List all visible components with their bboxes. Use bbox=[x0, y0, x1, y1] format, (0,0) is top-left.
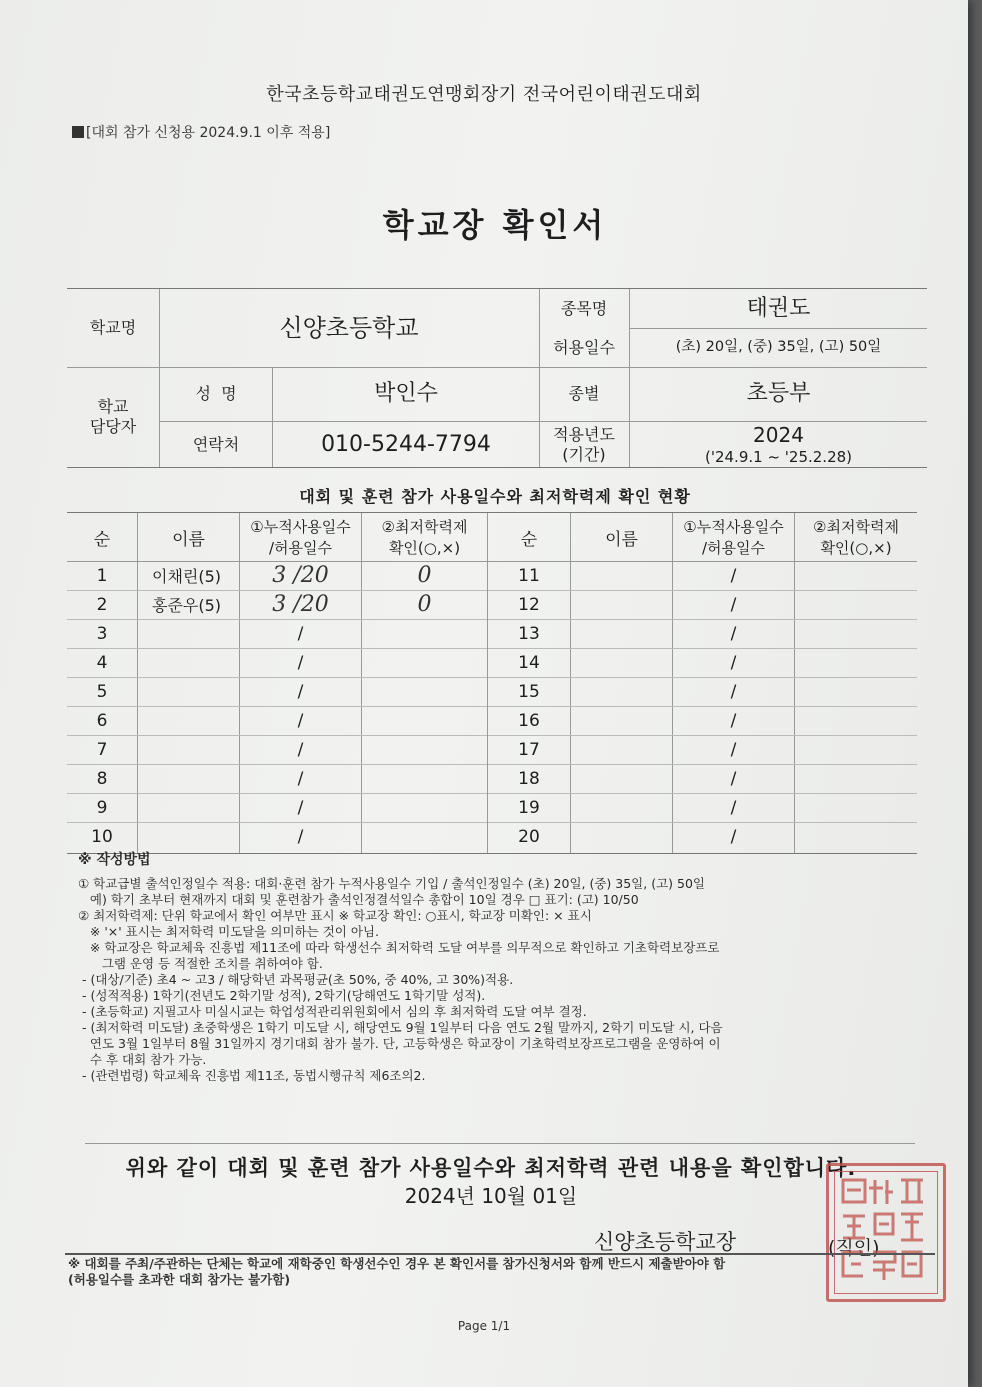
cell-no: 5 bbox=[96, 681, 108, 702]
cell-name bbox=[571, 706, 672, 735]
cell-days: 3 /20 bbox=[272, 592, 329, 617]
allowed-days-label: 허용일수 bbox=[553, 337, 615, 357]
method-line: ※ 학교장은 학교체육 진흥법 제11조에 따라 학생선수 최저학력 도달 여부를 의무적으로 확인하고 기초학력보장프로 bbox=[78, 940, 720, 955]
name-value: 박인수 bbox=[374, 381, 438, 407]
col-no-header-right: 순 bbox=[520, 529, 538, 550]
cell-no: 13 bbox=[518, 623, 540, 644]
cell-min bbox=[362, 677, 487, 706]
col-days-header-right: ①누적사용일수 /허용일수 bbox=[683, 518, 784, 557]
school-value: 신양초등학교 bbox=[279, 314, 419, 342]
cell-no: 14 bbox=[518, 652, 540, 673]
method-line: ※ '×' 표시는 최저학력 미도달을 의미하는 것이 아님. bbox=[78, 924, 379, 939]
method-line: 수 후 대회 참가 가능. bbox=[78, 1052, 207, 1067]
name-label: 성 명 bbox=[195, 384, 237, 403]
school-label: 학교명 bbox=[89, 318, 137, 337]
cell-name bbox=[138, 793, 239, 822]
cell-days: / bbox=[730, 797, 737, 818]
cell-name bbox=[138, 706, 239, 735]
cell-days: / bbox=[297, 797, 304, 818]
method-heading: ※ 작성방법 bbox=[78, 852, 151, 868]
col-name-header-right: 이름 bbox=[605, 529, 638, 550]
cell-days: / bbox=[730, 739, 737, 760]
confirmation-text: 위와 같이 대회 및 훈련 참가 사용일수와 최저학력 관련 내용을 확인합니다. bbox=[125, 1156, 857, 1180]
cell-name bbox=[571, 822, 672, 851]
category-label: 종별 bbox=[568, 384, 600, 403]
method-line: - (대상/기준) 초4 ~ 고3 / 해당학년 과목평균(초 50%, 중 40%, 고 30%)적용. bbox=[78, 972, 514, 987]
writing-method bbox=[78, 852, 908, 1084]
status-table bbox=[67, 512, 917, 854]
cell-min bbox=[795, 822, 917, 851]
page-number: Page 1/1 bbox=[457, 1319, 511, 1333]
cell-min bbox=[795, 793, 917, 822]
cell-no: 9 bbox=[96, 797, 108, 818]
cell-no: 4 bbox=[96, 652, 108, 673]
cell-days: / bbox=[297, 768, 304, 789]
cell-no: 6 bbox=[96, 710, 108, 731]
method-line: - (최저학력 미도달) 초중학생은 1학기 미도달 시, 해당연도 9월 1일부터 다음 연도 2월 말까지, 2학기 미도달 시, 다음 bbox=[78, 1020, 723, 1035]
cell-days: / bbox=[730, 826, 737, 847]
col-min-header-right: ②최저학력제 확인(○,×) bbox=[813, 518, 899, 557]
cell-days: / bbox=[297, 826, 304, 847]
year-value: 2024 bbox=[753, 422, 804, 447]
cell-min bbox=[362, 764, 487, 793]
cell-min bbox=[795, 764, 917, 793]
cell-no: 19 bbox=[518, 797, 540, 818]
footer-note-line: ※ 대회를 주최/주관하는 단체는 학교에 재학중인 학생선수인 경우 본 확인서를 참가신청서와 함께 반드시 제출받아야 함 bbox=[68, 1256, 726, 1271]
cell-min bbox=[795, 590, 917, 619]
cell-no: 15 bbox=[518, 681, 540, 702]
cell-min: 0 bbox=[417, 563, 432, 588]
event-value: 태권도 bbox=[746, 295, 811, 321]
seal-mark: (직인) bbox=[828, 1237, 880, 1259]
method-line: ② 최저학력제: 단위 학교에서 확인 여부만 표시 ※ 학교장 확인: ○표시, 학교장 미확인: × 표시 bbox=[78, 908, 592, 923]
allowed-days-value: (초) 20일, (중) 35일, (고) 50일 bbox=[675, 339, 882, 356]
cell-name bbox=[138, 822, 239, 851]
cell-days: / bbox=[297, 739, 304, 760]
square-bullet-icon bbox=[72, 126, 84, 138]
contact-label: 연락처 bbox=[192, 434, 240, 454]
cell-no: 10 bbox=[91, 826, 113, 847]
organization-title: 한국초등학교태권도연맹회장기 전국어린이태권도대회 bbox=[266, 84, 702, 105]
method-line: - (성적적용) 1학기(전년도 2학기말 성적), 2학기(당해연도 1학기말 성적). bbox=[78, 988, 486, 1003]
cell-name bbox=[571, 677, 672, 706]
col-min-header: ②최저학력제 확인(○,×) bbox=[381, 518, 468, 557]
cell-days: / bbox=[730, 623, 737, 644]
cell-days: / bbox=[730, 710, 737, 731]
divider bbox=[85, 1143, 915, 1144]
cell-min bbox=[795, 561, 917, 590]
footer-note-line: (허용일수를 초과한 대회 참가는 불가함) bbox=[68, 1272, 291, 1287]
cell-no: 17 bbox=[518, 739, 540, 760]
cell-name bbox=[138, 764, 239, 793]
cell-name bbox=[138, 735, 239, 764]
cell-min: 0 bbox=[417, 592, 432, 617]
footer-note bbox=[68, 1256, 888, 1288]
cell-name: 홍준우(5) bbox=[152, 596, 222, 615]
cell-days: / bbox=[730, 652, 737, 673]
cell-min bbox=[795, 706, 917, 735]
cell-name bbox=[138, 677, 239, 706]
cell-no: 1 bbox=[96, 565, 108, 586]
cell-no: 12 bbox=[518, 594, 540, 615]
event-label: 종목명 bbox=[560, 298, 608, 318]
cell-no: 20 bbox=[518, 826, 540, 847]
cell-name bbox=[571, 648, 672, 677]
cell-days: / bbox=[730, 681, 737, 702]
cell-min bbox=[362, 793, 487, 822]
cell-no: 7 bbox=[96, 739, 108, 760]
form-note bbox=[72, 122, 330, 142]
cell-min bbox=[362, 619, 487, 648]
method-line: - (초등학교) 지필고사 미실시교는 학업성적관리위원회에서 심의 후 최저학력 도달 여부 결정. bbox=[78, 1004, 587, 1019]
cell-min bbox=[362, 706, 487, 735]
cell-min bbox=[362, 822, 487, 851]
cell-no: 18 bbox=[518, 768, 540, 789]
col-name-header: 이름 bbox=[172, 529, 205, 550]
cell-name bbox=[138, 619, 239, 648]
cell-days: / bbox=[297, 623, 304, 644]
status-title: 대회 및 훈련 참가 사용일수와 최저학력제 확인 현황 bbox=[299, 487, 691, 506]
cell-name bbox=[571, 793, 672, 822]
cell-min bbox=[362, 648, 487, 677]
cell-min bbox=[795, 677, 917, 706]
cell-min bbox=[795, 619, 917, 648]
col-no-header: 순 bbox=[93, 529, 111, 550]
cell-days: / bbox=[297, 681, 304, 702]
cell-no: 11 bbox=[518, 565, 540, 586]
cell-name bbox=[571, 735, 672, 764]
year-period: ('24.9.1 ~ '25.2.28) bbox=[704, 447, 853, 466]
cell-no: 16 bbox=[518, 710, 540, 731]
manager-label: 학교 담당자 bbox=[89, 397, 137, 436]
method-line: 그램 운영 등 적절한 조치를 취하여야 함. bbox=[78, 956, 323, 971]
method-line: - (관련법령) 학교체육 진흥법 제11조, 동법시행규칙 제6조의2. bbox=[78, 1068, 426, 1083]
divider bbox=[65, 1253, 935, 1255]
cell-min bbox=[795, 735, 917, 764]
cell-days: / bbox=[730, 768, 737, 789]
method-line: 연도 3월 1일부터 8월 31일까지 경기대회 참가 불가. 단, 고등학생은 학교장이 기초학력보장프로그램을 운영하여 이 bbox=[78, 1036, 721, 1051]
cell-no: 8 bbox=[96, 768, 108, 789]
info-table bbox=[67, 288, 927, 468]
cell-days: / bbox=[297, 710, 304, 731]
cell-name bbox=[571, 764, 672, 793]
cell-no: 2 bbox=[96, 594, 108, 615]
cell-days: / bbox=[730, 565, 737, 586]
category-value: 초등부 bbox=[746, 381, 811, 407]
document-title: 학교장 확인서 bbox=[382, 206, 608, 244]
cell-no: 3 bbox=[96, 623, 108, 644]
method-line: 예) 학기 초부터 현재까지 대회 및 훈련참가 출석인정결석일수 총합이 10일 경우 □ 표기: (고) 10/50 bbox=[78, 892, 639, 907]
col-days-header: ①누적사용일수 /허용일수 bbox=[250, 518, 351, 557]
confirmation-date: 2024년 10월 01일 bbox=[404, 1184, 578, 1208]
principal-name: 신양초등학교장 bbox=[594, 1230, 737, 1254]
cell-name bbox=[571, 561, 672, 590]
cell-name bbox=[571, 619, 672, 648]
year-label: 적용년도 (기간) bbox=[553, 424, 615, 464]
cell-name bbox=[571, 590, 672, 619]
cell-days: 3 /20 bbox=[272, 563, 329, 588]
cell-name: 이채린(5) bbox=[152, 567, 222, 586]
method-line: ① 학교급별 출석인정일수 적용: 대회·훈련 참가 누적사용일수 기입 / 출석인정일수 (초) 20일, (중) 35일, (고) 50일 bbox=[78, 876, 705, 891]
cell-name bbox=[138, 648, 239, 677]
cell-days: / bbox=[297, 652, 304, 673]
contact-value: 010-5244-7794 bbox=[321, 431, 491, 457]
year-block bbox=[630, 422, 927, 467]
cell-min bbox=[362, 735, 487, 764]
form-note-text: [대회 참가 신청용 2024.9.1 이후 적용] bbox=[86, 125, 331, 141]
cell-days: / bbox=[730, 594, 737, 615]
cell-min bbox=[795, 648, 917, 677]
